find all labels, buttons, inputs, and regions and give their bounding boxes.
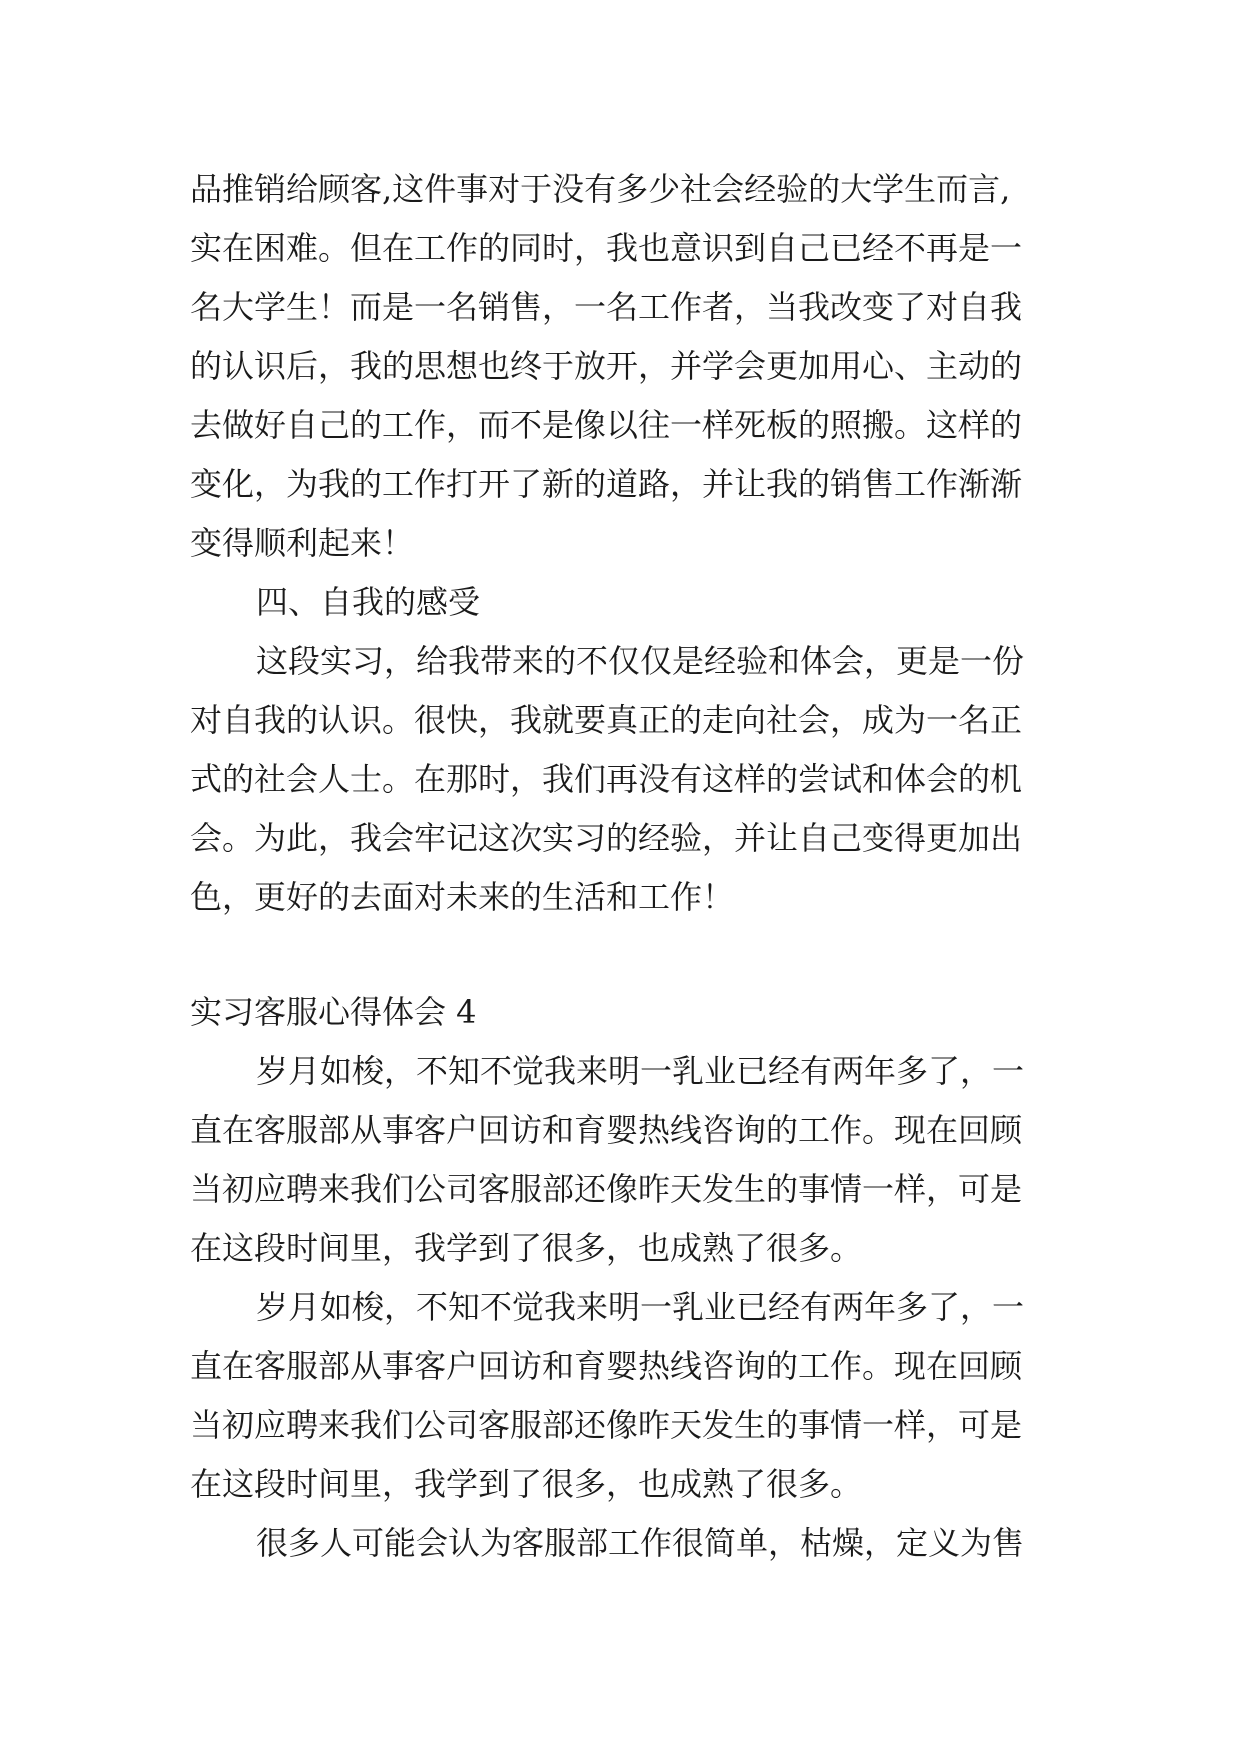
text-line: 的认识后，我的思想也终于放开，并学会更加用心、主动的 (190, 347, 1023, 385)
text-line: 岁月如梭，不知不觉我来明一乳业已经有两年多了，一 (256, 1052, 1025, 1090)
text-line: 色，更好的去面对未来的生活和工作！ (190, 878, 735, 916)
text-line: 在这段时间里，我学到了很多，也成熟了很多。 (190, 1229, 863, 1267)
text-line: 式的社会人士。在那时，我们再没有这样的尝试和体会的机 (190, 760, 1023, 798)
text-line: 对自我的认识。很快，我就要真正的走向社会，成为一名正 (190, 701, 1023, 739)
text-line: 四、自我的感受 (256, 583, 481, 621)
text-line: 去做好自己的工作，而不是像以往一样死板的照搬。这样的 (190, 406, 1023, 444)
text-line: 这段实习，给我带来的不仅仅是经验和体会，更是一份 (256, 642, 1025, 680)
document-body (190, 160, 1090, 1573)
text-line: 在这段时间里，我学到了很多，也成熟了很多。 (190, 1465, 863, 1503)
text-line: 很多人可能会认为客服部工作很简单，枯燥，定义为售 (256, 1524, 1025, 1562)
text-line: 品推销给顾客,这件事对于没有多少社会经验的大学生而言, (190, 170, 1011, 208)
section-heading: 实习客服心得体会 4 (190, 993, 477, 1031)
text-line: 当初应聘来我们公司客服部还像昨天发生的事情一样，可是 (190, 1406, 1023, 1444)
text-line: 当初应聘来我们公司客服部还像昨天发生的事情一样，可是 (190, 1170, 1023, 1208)
text-line: 实在困难。但在工作的同时，我也意识到自己已经不再是一 (190, 229, 1023, 267)
text-line: 变得顺利起来！ (190, 524, 415, 562)
text-line: 直在客服部从事客户回访和育婴热线咨询的工作。现在回顾 (190, 1347, 1023, 1385)
text-line: 名大学生！而是一名销售，一名工作者，当我改变了对自我 (190, 288, 1023, 326)
text-line: 直在客服部从事客户回访和育婴热线咨询的工作。现在回顾 (190, 1111, 1023, 1149)
text-line: 变化，为我的工作打开了新的道路，并让我的销售工作渐渐 (190, 465, 1023, 503)
text-line: 岁月如梭，不知不觉我来明一乳业已经有两年多了，一 (256, 1288, 1025, 1326)
text-line: 会。为此，我会牢记这次实习的经验，并让自己变得更加出 (190, 819, 1023, 857)
paragraph-gap (190, 927, 1090, 983)
